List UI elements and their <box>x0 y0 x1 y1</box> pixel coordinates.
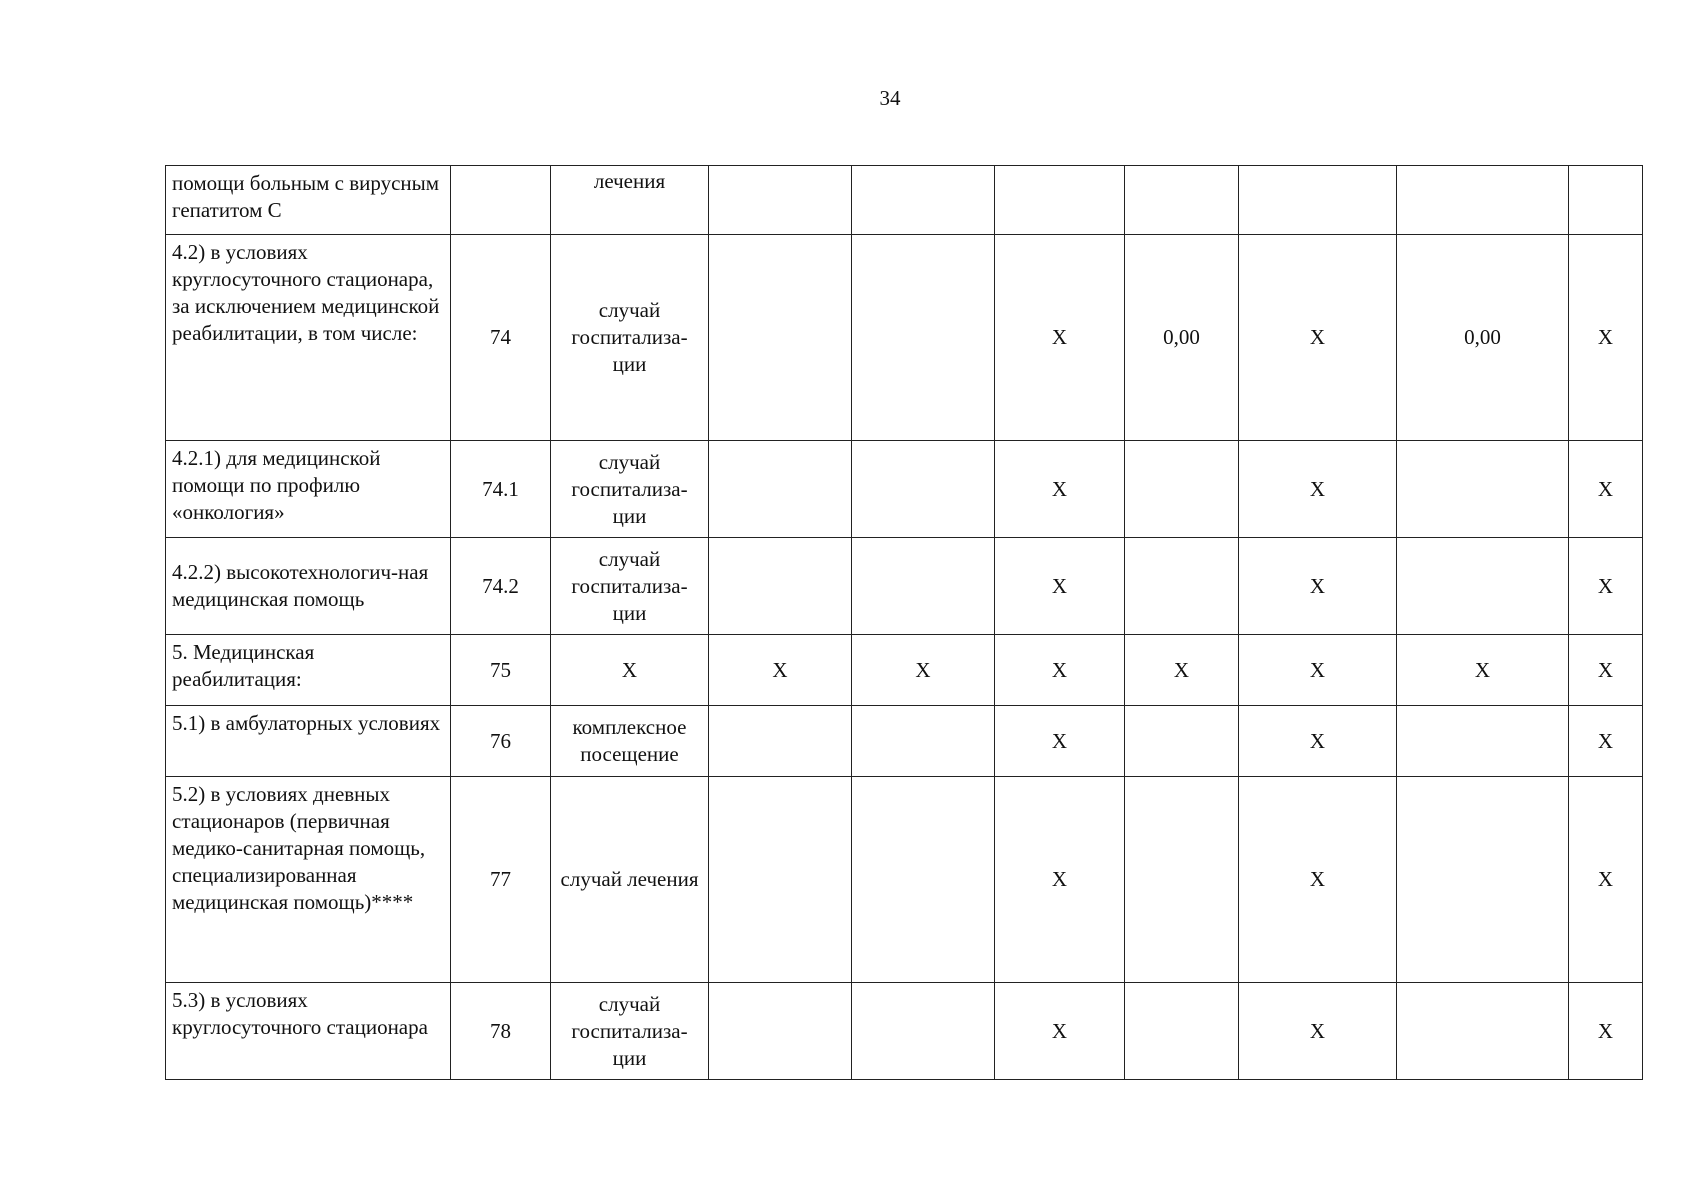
row-value-cell: Х <box>995 983 1125 1080</box>
row-unit-cell: Х <box>551 635 709 706</box>
row-value-cell: Х <box>1569 983 1643 1080</box>
row-unit-cell: случай госпитализа-ции <box>551 235 709 441</box>
row-value-cell <box>1125 441 1239 538</box>
table-row <box>166 635 1643 706</box>
row-name-cell: 5. Медицинская реабилитация: <box>166 635 451 706</box>
row-code-cell <box>451 166 551 235</box>
table-row <box>166 983 1643 1080</box>
page-number: 34 <box>879 86 901 110</box>
row-value-cell <box>709 706 852 777</box>
row-value-cell: Х <box>1569 235 1643 441</box>
row-value-cell <box>1397 706 1569 777</box>
row-value-cell: Х <box>1239 635 1397 706</box>
row-value-cell: Х <box>1239 777 1397 983</box>
row-value-cell <box>852 706 995 777</box>
row-value-cell <box>709 441 852 538</box>
row-value-cell <box>1125 166 1239 235</box>
row-value-cell: Х <box>995 706 1125 777</box>
row-value-cell <box>1125 538 1239 635</box>
row-value-cell <box>1239 166 1397 235</box>
row-value-cell: Х <box>995 538 1125 635</box>
row-value-cell <box>1125 777 1239 983</box>
row-value-cell <box>852 235 995 441</box>
row-value-cell <box>709 235 852 441</box>
row-value-cell: Х <box>1239 441 1397 538</box>
table-row <box>166 777 1643 983</box>
row-value-cell: Х <box>709 635 852 706</box>
table-row <box>166 706 1643 777</box>
row-value-cell <box>852 983 995 1080</box>
row-name-cell: помощи больным с вирусным гепатитом С <box>166 166 451 235</box>
row-name-cell: 5.3) в условиях круглосуточного стационара <box>166 983 451 1080</box>
row-value-cell: Х <box>1569 777 1643 983</box>
row-unit-cell: лечения <box>551 166 709 235</box>
table-row <box>166 235 1643 441</box>
row-value-cell: Х <box>1569 441 1643 538</box>
row-value-cell: Х <box>995 635 1125 706</box>
row-value-cell <box>709 777 852 983</box>
row-name-cell: 4.2.2) высокотехнологич-ная медицинская помощь <box>166 538 451 635</box>
row-name-cell: 5.1) в амбулаторных условиях <box>166 706 451 777</box>
row-value-cell <box>1569 166 1643 235</box>
row-value-cell: Х <box>1239 538 1397 635</box>
table-row <box>166 538 1643 635</box>
row-code-cell: 74 <box>451 235 551 441</box>
row-value-cell: Х <box>1569 635 1643 706</box>
table-row <box>166 166 1643 235</box>
row-code-cell: 76 <box>451 706 551 777</box>
row-value-cell <box>1125 983 1239 1080</box>
row-value-cell: Х <box>995 441 1125 538</box>
row-name-cell: 5.2) в условиях дневных стационаров (первичная медико-санитарная помощь, специализированная медицинская помощь)**** <box>166 777 451 983</box>
row-name-cell: 4.2) в условиях круглосуточного стационара, за исключением медицинской реабилитации, в том числе: <box>166 235 451 441</box>
row-code-cell: 78 <box>451 983 551 1080</box>
row-value-cell <box>852 166 995 235</box>
row-value-cell: 0,00 <box>1125 235 1239 441</box>
row-value-cell: Х <box>1125 635 1239 706</box>
row-unit-cell: случай госпитализа-ции <box>551 441 709 538</box>
row-value-cell: Х <box>995 235 1125 441</box>
row-value-cell <box>852 538 995 635</box>
row-value-cell: Х <box>1239 235 1397 441</box>
row-value-cell: Х <box>995 777 1125 983</box>
row-value-cell <box>1397 441 1569 538</box>
row-name-cell: 4.2.1) для медицинской помощи по профилю «онкология» <box>166 441 451 538</box>
row-value-cell <box>995 166 1125 235</box>
row-code-cell: 75 <box>451 635 551 706</box>
row-unit-cell: случай госпитализа-ции <box>551 983 709 1080</box>
row-value-cell <box>709 166 852 235</box>
row-value-cell <box>852 777 995 983</box>
row-code-cell: 77 <box>451 777 551 983</box>
row-value-cell: Х <box>1569 706 1643 777</box>
row-value-cell <box>709 538 852 635</box>
row-value-cell: Х <box>1397 635 1569 706</box>
row-value-cell: Х <box>1239 706 1397 777</box>
row-value-cell <box>1397 538 1569 635</box>
row-unit-cell: случай госпитализа-ции <box>551 538 709 635</box>
row-value-cell <box>1125 706 1239 777</box>
row-value-cell <box>1397 166 1569 235</box>
row-code-cell: 74.2 <box>451 538 551 635</box>
table-row <box>166 441 1643 538</box>
row-value-cell <box>1397 777 1569 983</box>
row-value-cell <box>852 441 995 538</box>
row-value-cell: Х <box>1239 983 1397 1080</box>
row-value-cell <box>709 983 852 1080</box>
row-value-cell <box>1397 983 1569 1080</box>
row-unit-cell: комплексное посещение <box>551 706 709 777</box>
row-value-cell: Х <box>1569 538 1643 635</box>
data-table <box>165 165 1643 1080</box>
row-value-cell: 0,00 <box>1397 235 1569 441</box>
row-value-cell: Х <box>852 635 995 706</box>
row-code-cell: 74.1 <box>451 441 551 538</box>
row-unit-cell: случай лечения <box>551 777 709 983</box>
